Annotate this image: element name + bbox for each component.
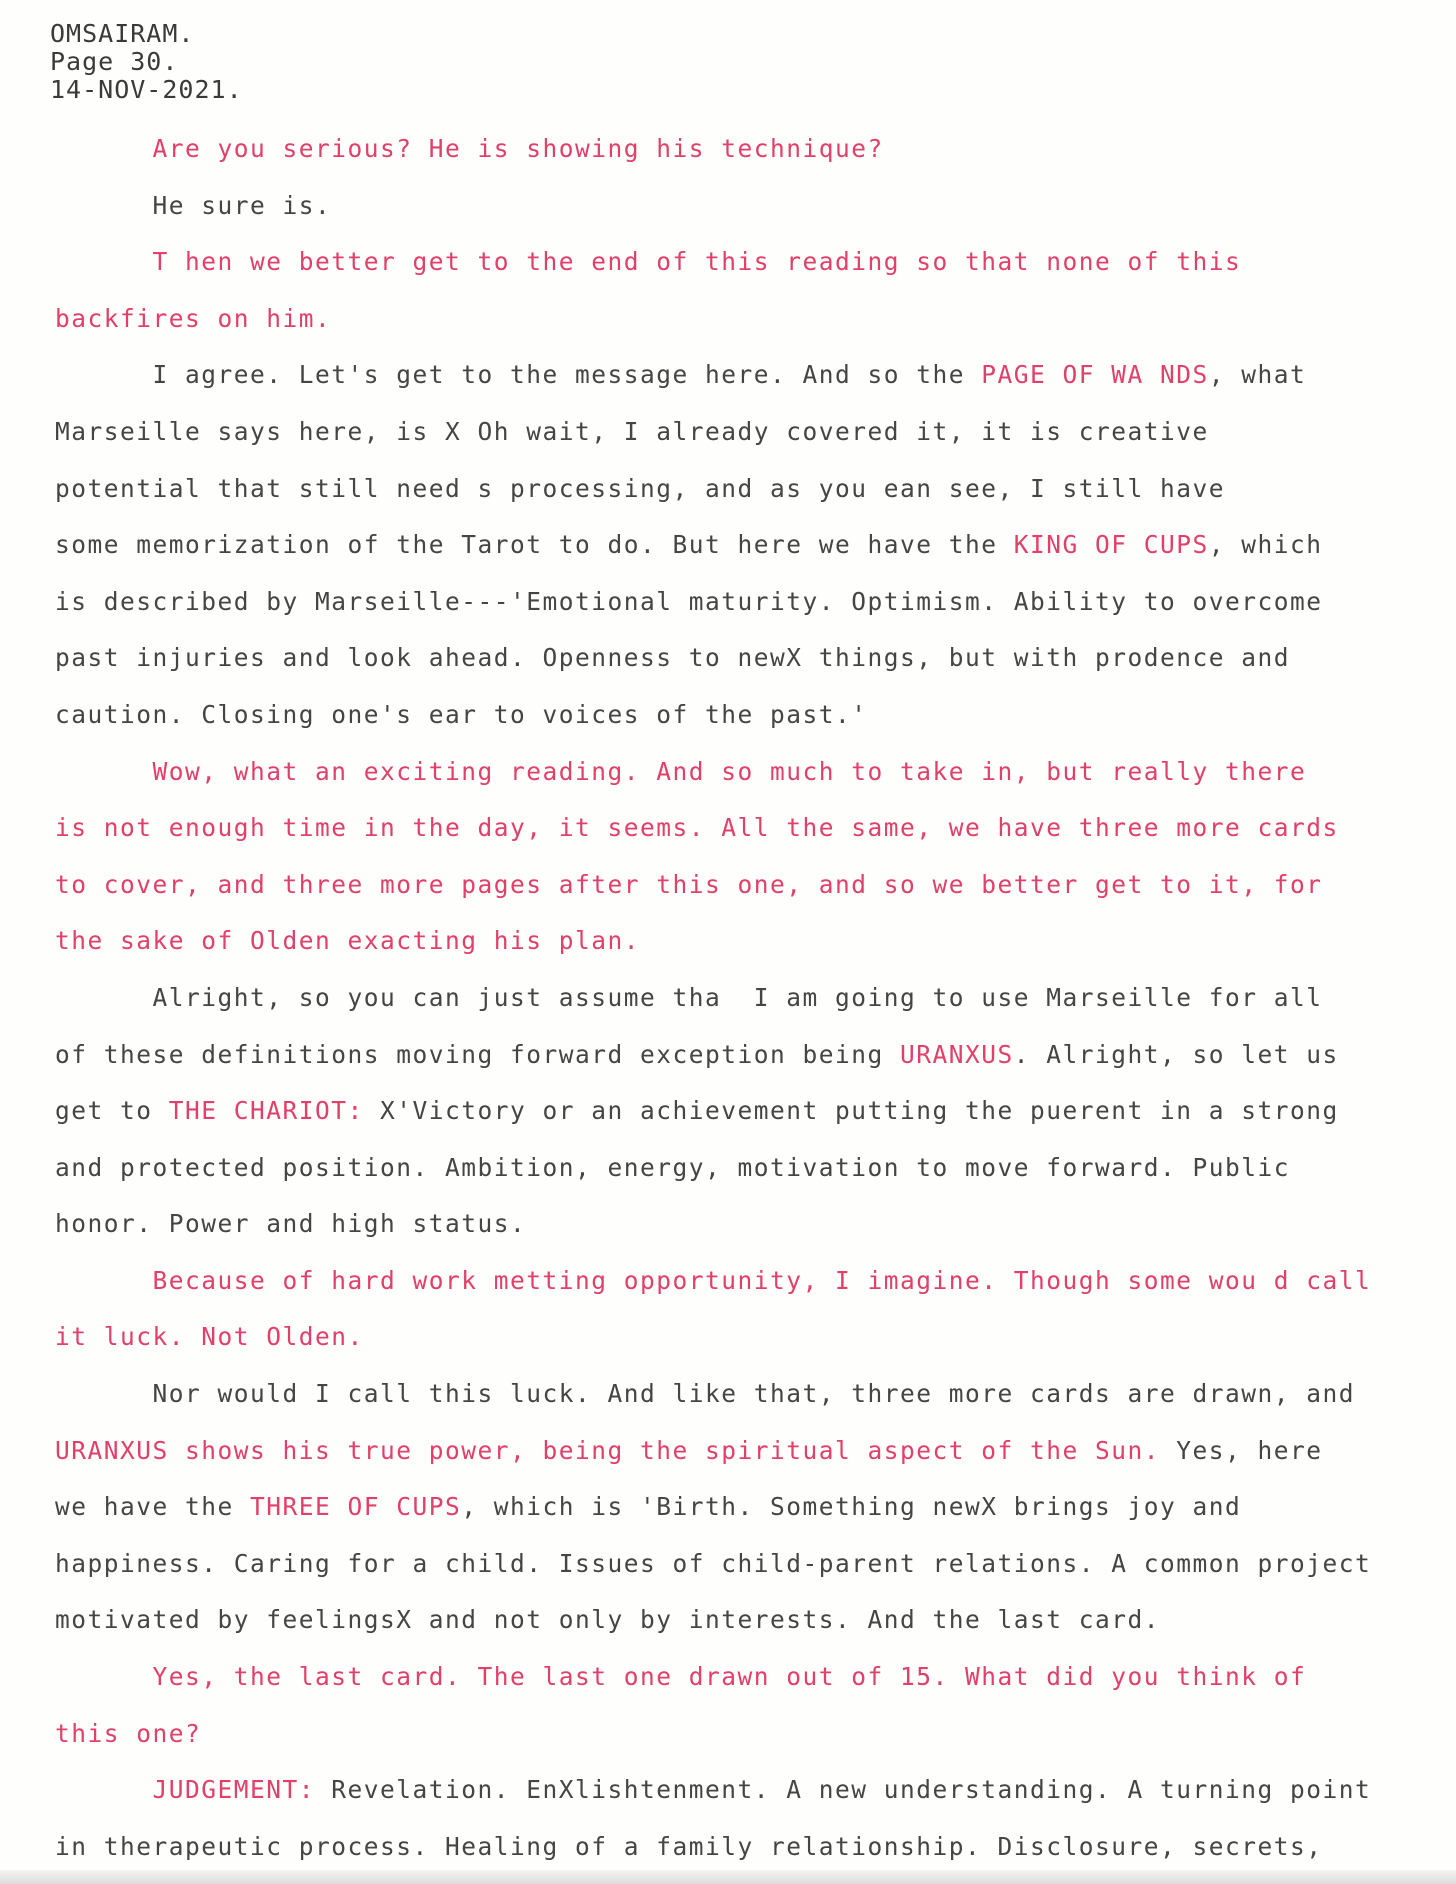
black-ink-text: Yes, here (1160, 1435, 1323, 1465)
black-ink-text: of these definitions moving forward exception being (55, 1039, 901, 1069)
red-ink-text: it luck. Not Olden. (55, 1322, 364, 1352)
red-ink-text: URANXUS shows his true power, being the spiritual aspect of the Sun. (55, 1435, 1161, 1465)
text-line (55, 1592, 1445, 1649)
text-line (55, 630, 1445, 687)
black-ink-text: . Alright, so let us (1013, 1039, 1339, 1069)
text-line (55, 178, 1445, 235)
text-line (55, 970, 1445, 1027)
black-ink-text: some memorization of the Tarot to do. But here we have the (55, 530, 1014, 560)
black-ink-text: and protected position. Ambition, energy, motivation to move forward. Public (55, 1152, 1291, 1182)
text-line (55, 1027, 1445, 1084)
black-ink-text (55, 1775, 153, 1804)
text-line (55, 1366, 1445, 1423)
text-line (55, 1253, 1445, 1310)
black-ink-text: motivated by feelingsX and not only by interests. And the last card. (55, 1605, 1161, 1635)
red-ink-text: to cover, and three more pages after this one, and so we better get to it, for (55, 869, 1323, 899)
text-line (55, 857, 1445, 914)
red-ink-text: KING OF CUPS (1013, 530, 1209, 560)
text-line (55, 687, 1445, 744)
page-header (50, 20, 243, 104)
red-ink-text: backfires on him. (55, 303, 332, 333)
red-ink-text: Yes, the last card. The last one drawn out of 15. What did you think of (55, 1662, 1307, 1692)
red-ink-text: this one? (55, 1718, 202, 1748)
text-line (55, 1819, 1445, 1876)
header-date: 14-NOV-2021. (50, 75, 243, 104)
text-line (55, 461, 1445, 518)
black-ink-text: Marseille says here, is X Oh wait, I already covered it, it is creative (55, 416, 1209, 446)
black-ink-text: past injuries and look ahead. Openness to newX things, but with prodence and (55, 643, 1291, 673)
black-ink-text: , which is 'Birth. Something newX brings joy and (461, 1492, 1242, 1522)
red-ink-text: THE CHARIOT: (168, 1096, 364, 1126)
black-ink-text: get to (55, 1096, 169, 1126)
text-line (55, 1423, 1445, 1480)
text-line (55, 291, 1445, 348)
red-ink-text: Because of hard work metting opportunity, I imagine. Though some wou d call (55, 1265, 1372, 1295)
text-line (55, 744, 1445, 801)
black-ink-text: honor. Power and high status. (55, 1209, 527, 1239)
red-ink-text: THREE OF CUPS (250, 1492, 462, 1522)
black-ink-text: , what (1208, 360, 1307, 390)
text-line (55, 1196, 1445, 1253)
black-ink-text: I agree. Let's get to the message here. And so the (55, 360, 982, 390)
red-ink-text: is not enough time in the day, it seems. All the same, we have three more cards (55, 813, 1339, 843)
text-line (55, 1649, 1445, 1706)
red-ink-text: PAGE OF WA NDS (981, 360, 1209, 390)
text-line (55, 517, 1445, 574)
black-ink-text: Revelation. EnXlishtenment. A new understanding. A turning point (315, 1775, 1372, 1805)
header-page-number: Page 30. (50, 47, 179, 76)
red-ink-text: Wow, what an exciting reading. And so much to take in, but really there (55, 756, 1307, 786)
red-ink-text: URANXUS (900, 1039, 1014, 1069)
black-ink-text: we have the (55, 1492, 251, 1522)
header-title: OMSAIRAM. (50, 19, 195, 48)
black-ink-text: Alright, so you can just assume tha I am going to use Marseille for all (55, 982, 1323, 1012)
black-ink-text: , which (1208, 530, 1323, 560)
text-line (55, 1479, 1445, 1536)
text-line (55, 1536, 1445, 1593)
text-line (55, 1140, 1445, 1197)
text-line (55, 234, 1445, 291)
text-line (55, 347, 1445, 404)
text-line (55, 574, 1445, 631)
black-ink-text: caution. Closing one's ear to voices of the past.' (55, 699, 868, 729)
text-line (55, 913, 1445, 970)
black-ink-text: happiness. Caring for a child. Issues of child-parent relations. A common project (55, 1548, 1372, 1578)
black-ink-text: potential that still need s processing, and as you ean see, I still have (55, 473, 1226, 503)
black-ink-text: in therapeutic process. Healing of a family relationship. Disclosure, secrets, (55, 1831, 1323, 1861)
text-line (55, 1762, 1445, 1819)
red-ink-text: JUDGEMENT: (152, 1775, 316, 1805)
text-line (55, 1309, 1445, 1366)
red-ink-text: Are you serious? He is showing his technique? (55, 134, 884, 163)
black-ink-text: X'Victory or an achievement putting the puerent in a strong (363, 1096, 1339, 1126)
red-ink-text: the sake of Olden exacting his plan. (55, 926, 641, 956)
text-line (55, 121, 1445, 178)
red-ink-text: T hen we better get to the end of this reading so that none of this (55, 247, 1242, 277)
black-ink-text: is described by Marseille---'Emotional maturity. Optimism. Ability to overcome (55, 586, 1323, 616)
page-body (55, 121, 1445, 1875)
scan-bottom-edge (0, 1870, 1456, 1884)
text-line (55, 800, 1445, 857)
text-line (55, 404, 1445, 461)
black-ink-text: He sure is. (55, 190, 332, 220)
text-line (55, 1083, 1445, 1140)
black-ink-text: Nor would I call this luck. And like that, three more cards are drawn, and (55, 1379, 1356, 1409)
text-line (55, 1706, 1445, 1763)
